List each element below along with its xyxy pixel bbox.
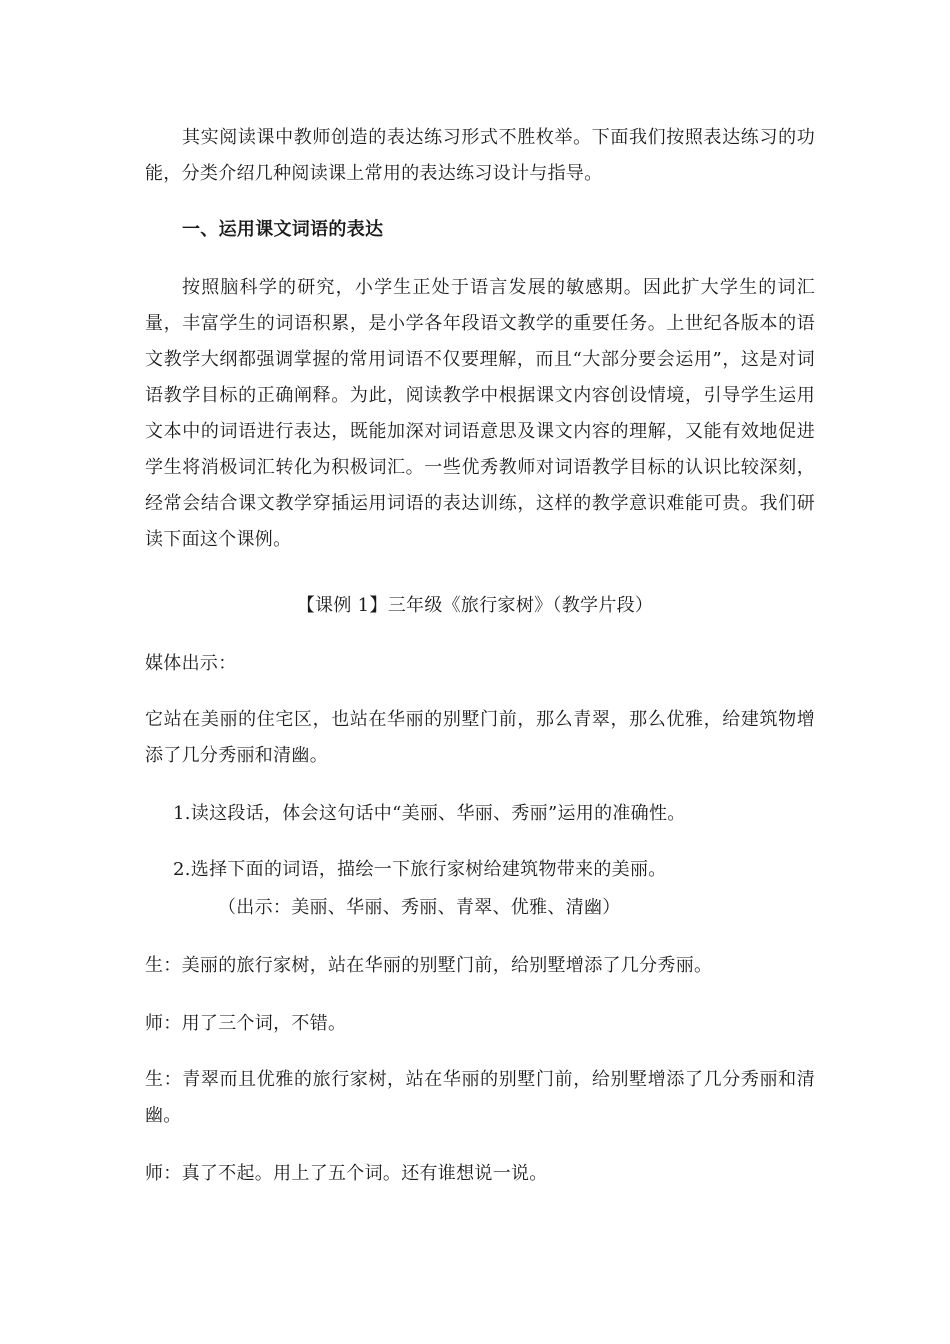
- media-label: 媒体出示：: [145, 653, 237, 674]
- body-paragraph: 按照脑科学的研究，小学生正处于语言发展的敏感期。因此扩大学生的词汇量，丰富学生的词语积累，是小学各年段语文教学的重要任务。上世纪各版本的语文教学大纲都强调掌握的常用词语不仅要理解，而且“大部分要会运用”，这是对词语教学目标的正确阐释。为此，阅读教学中根据课文内容创设情境，引导学生运用文本中的词语进行表达，既能加深对词语意思及课文内容的理解，又能有效地促进学生将消极词汇转化为积极词汇。一些优秀教师对词语教学目标的认识比较深刻，经常会结合课文教学穿插运用词语的表达训练，这样的教学意识难能可贵。我们研读下面这个课例。: [145, 277, 815, 550]
- intro-paragraph: 其实阅读课中教师创造的表达练习形式不胜枚举。下面我们按照表达练习的功能，分类介绍几种阅读课上常用的表达练习设计与指导。: [145, 127, 815, 184]
- media-text: 它站在美丽的住宅区，也站在华丽的别墅门前，那么青翠，那么优雅，给建筑物增添了几分秀丽和清幽。: [145, 709, 815, 766]
- dialogue-teacher-2: 师：真了不起。用上了五个词。还有谁想说一说。: [145, 1163, 548, 1184]
- dialogue-teacher-1: 师：用了三个词，不错。: [145, 1013, 347, 1034]
- section-heading: 一、运用课文词语的表达: [182, 219, 384, 240]
- case-title: 【课例 1】三年级《旅行家树》（教学片段）: [296, 595, 654, 616]
- dialogue-student-1: 生：美丽的旅行家树，站在华丽的别墅门前，给别墅增添了几分秀丽。: [145, 955, 713, 976]
- task-2: 2.选择下面的词语，描绘一下旅行家树给建筑物带来的美丽。: [173, 859, 667, 880]
- task-2-words: （出示：美丽、华丽、秀丽、青翠、优雅、清幽）: [218, 897, 621, 918]
- dialogue-student-2: 生：青翠而且优雅的旅行家树，站在华丽的别墅门前，给别墅增添了几分秀丽和清幽。: [145, 1069, 815, 1126]
- task-1: 1.读这段话，体会这句话中“美丽、华丽、秀丽”运用的准确性。: [173, 803, 686, 824]
